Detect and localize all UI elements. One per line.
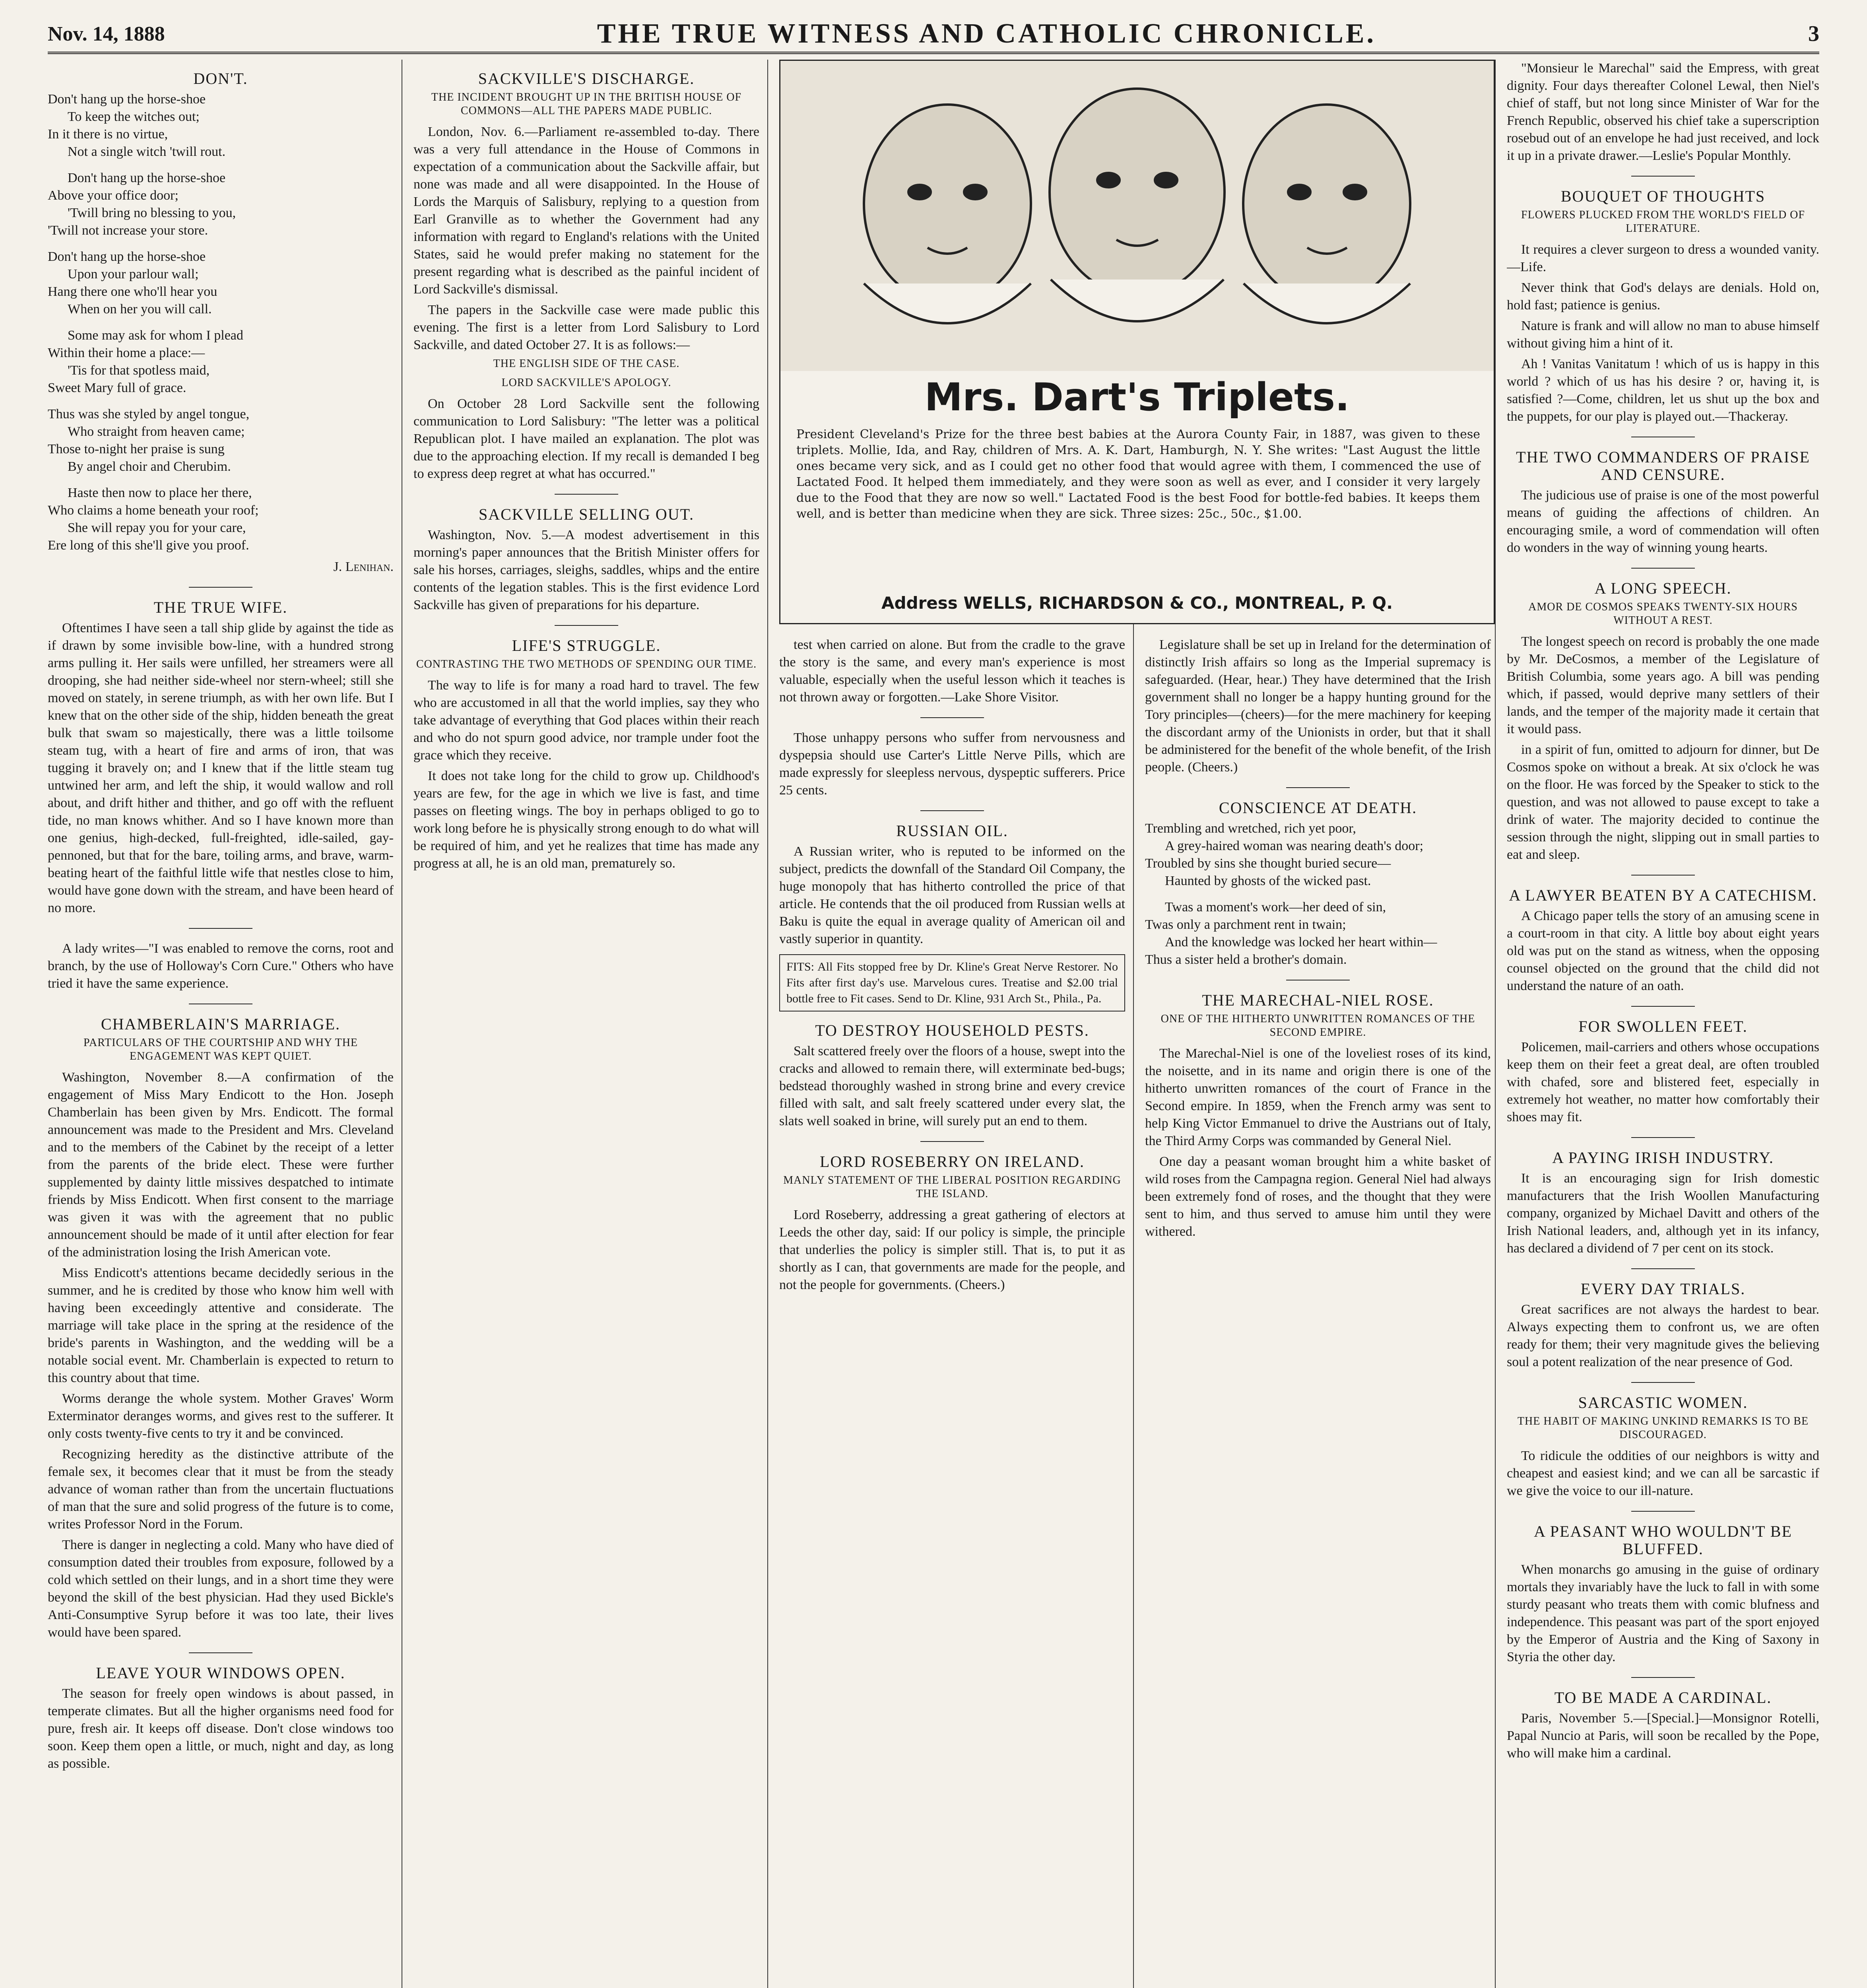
- stanza-gap: [1145, 890, 1491, 899]
- poem-line: Don't hang up the horse-shoe: [68, 171, 226, 185]
- advert-body: President Cleveland's Prize for the three best babies at the Aurora County Fair, in 1887, was given to these triplets. Mollie, Ida, and Ray, children of Mrs. A. K. Dart, Hamburgh, N. Y. She writes: "Last August the little ones became very sick, and as I could get no other food that would agree with them, I commenced the use of Lactated Food. It helped them immediately, and they were soon as well as ever, and I consider it very largely due to the Food that they are now so well." Lactated Food is the best Food for bottle-fed babies. It keeps them well, and is better than medicine when they are sick. Three sizes: 25c., 50c., $1.00.: [796, 427, 1480, 521]
- poem-line: Don't hang up the horse-shoe: [48, 92, 206, 107]
- poem-line: Some may ask for whom I plead: [68, 328, 243, 343]
- poem-body: [1145, 820, 1491, 969]
- article-subtitle: THE HABIT OF MAKING UNKIND REMARKS IS TO BE DISCOURAGED.: [1517, 1415, 1809, 1441]
- poem-line: Not a single witch 'twill rout.: [68, 144, 226, 159]
- advert-paragraph: Those unhappy persons who suffer from nervousness and dyspepsia should use Carter's Little Nerve Pills, which are made expressly for sleepless nervous, dyspeptic sufferers. Price 25 cents.: [779, 730, 1125, 798]
- article-paragraph: The papers in the Sackville case were made public this evening. The first is a letter from Lord Salisbury to Lord Sackville, and dated October 27. It is as follows:—: [413, 303, 759, 352]
- article-paragraph: On October 28 Lord Sackville sent the following communication to Lord Salisbury: "The letter was a political Republican plot. I have mailed an explanation. The plot was due to the approaching election. If my recall is demanded I beg to express deep regret at what has occurred.": [413, 396, 759, 481]
- article-title: THE TWO COMMANDERS OF PRAISE AND CENSURE.: [1516, 448, 1810, 483]
- divider: [1631, 1511, 1695, 1512]
- article-paragraph: "Monsieur le Marechal" said the Empress, with great dignity. Four days thereafter Colonel Lewal, then Niel's chief of staff, but not long since Minister of War for the French Republic, observed his chief take a superscription rosebud out of an envelope he had just received, and lock it up in a private drawer.—Leslie's Popular Monthly.: [1507, 61, 1819, 163]
- article-paragraph: in a spirit of fun, omitted to adjourn for dinner, but De Cosmos spoke on without a break. At six o'clock he was on the floor. He was forced by the Speaker to stick to the question, and was not allowed to pause except to take a drink of water. The majority decided to continue the session through the night, slipping out in small parties to eat and sleep.: [1507, 742, 1819, 862]
- column-5: [1507, 60, 1819, 1988]
- article-title: BOUQUET OF THOUGHTS: [1560, 187, 1766, 205]
- article-subtitle: CONTRASTING THE TWO METHODS OF SPENDING OUR TIME.: [416, 658, 757, 670]
- article-title: TO DESTROY HOUSEHOLD PESTS.: [815, 1021, 1089, 1039]
- article-subtitle: MANLY STATEMENT OF THE LIBERAL POSITION REGARDING THE ISLAND.: [783, 1174, 1121, 1200]
- column-2: [413, 60, 759, 1988]
- article-paragraph: Nature is frank and will allow no man to abuse himself without giving him a hint of it.: [1507, 318, 1819, 351]
- divider: [189, 587, 252, 588]
- article-paragraph: test when carried on alone. But from the cradle to the grave the story is the same, and every man's experience is most valuable, especially when the useful lesson which it teaches is not thrown away or forgotten.—Lake Shore Visitor.: [779, 637, 1125, 705]
- divider: [1286, 787, 1350, 788]
- poem-line: Within their home a place:—: [48, 346, 205, 360]
- article-paragraph: The judicious use of praise is one of the most powerful means of guiding the affections of children. An encouraging smile, a word of commendation will often do wonders in the way of winning young hearts.: [1507, 488, 1819, 555]
- triplets-advertisement: [779, 60, 1495, 624]
- divider: [1631, 1268, 1695, 1269]
- article-subtitle: AMOR DE COSMOS SPEAKS TWENTY-SIX HOURS WITHOUT A REST.: [1528, 601, 1798, 627]
- article-paragraph: Oftentimes I have seen a tall ship glide by against the tide as if drawn by some invisible bow-line, with a hundred strong arms pulling it. Her sails were unfilled, her streamers were all drooping, she had neither side-wheel nor stern-wheel; still she moved on stately, in serene triumph, as with her own life. But I knew that on the other side of the ship, hidden beneath the great bulk that swam so majestically, there was a little toilsome steam tug, with a heart of fire and arms of iron, that was tugging it bravely on; and I knew that if the little steam tug untwined her arm, and left the ship, it would wallow and roll about, and drift hither and thither, and go off with the refluent tide, no man knows whither. And so I have known more than one genius, high-decked, full-freighted, idle-sailed, gay-pennoned, but that for the bare, toiling arms, and brave, warm-beating heart of the faithful little wife that nestles close to him, would have gone down with the stream, and have been heard of no more.: [48, 621, 394, 915]
- article-subhead: LORD SACKVILLE'S APOLOGY.: [501, 377, 671, 389]
- article-paragraph: Recognizing heredity as the distinctive attribute of the female sex, it becomes clear that it must be from the steady advance of woman rather than from the uncertain fluctuations of man that the sure and solid progress of the future is to come, writes Professor Nord in the Forum.: [48, 1447, 394, 1532]
- stanza-gap: [48, 476, 394, 484]
- divider: [1631, 875, 1695, 876]
- divider: [1631, 1006, 1695, 1007]
- article-paragraph: Ah ! Vanitas Vanitatum ! which of us is happy in this world ? which of us has his desire ? or, having it, is satisfied ?—Come, children, let us shut up the box and the puppets, for our play is played out.—Thackeray.: [1507, 357, 1819, 424]
- article-paragraph: Great sacrifices are not always the hardest to bear. Always expecting them to confront us, we are often ready for them; their very magnitude gives the believing soul a potent realization of the near presence of God.: [1507, 1302, 1819, 1369]
- stanza-gap: [48, 239, 394, 248]
- article-paragraph: One day a peasant woman brought him a white basket of wild roses from the Campagna region. General Niel had always been extremely fond of roses, and the thought that they were sent to him, and thus served to amuse him until they were withered.: [1145, 1154, 1491, 1239]
- article-subtitle: FLOWERS PLUCKED FROM THE WORLD'S FIELD OF LITERATURE.: [1521, 209, 1805, 235]
- article-paragraph: It does not take long for the child to grow up. Childhood's years are few, for the age in which we live is fast, and time passes on fleeting wings. The boy in perhaps obliged to go to work long before he is physically strong enough to do what will be required of him, and yet he realizes that time has made any progress at all, he is an old man, prematurely so.: [413, 769, 759, 871]
- article-title: SARCASTIC WOMEN.: [1578, 1394, 1748, 1411]
- stanza-gap: [48, 161, 394, 169]
- poem-line: By angel choir and Cherubim.: [68, 459, 231, 474]
- poem-line: Ere long of this she'll give you proof.: [48, 538, 249, 553]
- stanza-gap: [48, 397, 394, 406]
- divider: [189, 1652, 252, 1653]
- divider: [920, 1141, 984, 1142]
- article-subhead: THE ENGLISH SIDE OF THE CASE.: [493, 357, 680, 370]
- masthead: [48, 16, 1819, 54]
- divider: [1631, 568, 1695, 569]
- poem-line: Sweet Mary full of grace.: [48, 381, 186, 395]
- poem-line: Hang there one who'll hear you: [48, 284, 217, 299]
- article-paragraph: The season for freely open windows is about passed, in temperate climates. But all the higher organisms need food for pure, fresh air. It keeps off disease. Don't close windows too soon. Keep them open a little, or much, night and day, as long as possible.: [48, 1686, 394, 1771]
- divider: [555, 625, 618, 626]
- poem-line: Above your office door;: [48, 188, 179, 203]
- divider: [189, 928, 252, 929]
- poem-signature: J. Lenihan.: [333, 559, 394, 574]
- article-paragraph: The Marechal-Niel is one of the loveliest roses of its kind, the noisette, and in its name and origin there is one of the hitherto unwritten romances of the court of France in the Second empire. In 1859, when the French army was sent to help King Victor Emmanuel to drive the Austrians out of Italy, the Third Army Corps was commanded by General Niel.: [1145, 1046, 1491, 1148]
- poem-line: Who claims a home beneath your roof;: [48, 503, 259, 518]
- article-paragraph: A Russian writer, who is reputed to be informed on the subject, predicts the downfall of the Standard Oil Company, the huge monopoly that has hitherto controlled the price of that article. He contends that the oil produced from Russian wells at Baku is quite the equal in average quality of American oil and vastly superior in quantity.: [779, 844, 1125, 946]
- article-title: RUSSIAN OIL.: [896, 822, 1008, 840]
- stanza-gap: [48, 318, 394, 327]
- article-paragraph: Policemen, mail-carriers and others whose occupations keep them on their feet a great deal, are often troubled with chafed, sore and blistered feet, especially in extremely hot weather, no matter how comfortably their shoes may fit.: [1507, 1040, 1819, 1124]
- poem-line: She will repay you for your care,: [68, 520, 246, 535]
- article-title: CHAMBERLAIN'S MARRIAGE.: [101, 1015, 341, 1033]
- poem-line: Twas only a parchment rent in twain;: [1145, 917, 1346, 932]
- article-title: A PAYING IRISH INDUSTRY.: [1552, 1149, 1774, 1167]
- baby-portrait-left: [864, 105, 1031, 323]
- triplets-illustration: [780, 61, 1494, 371]
- article-title: A PEASANT WHO WOULDN'T BE BLUFFED.: [1534, 1522, 1792, 1558]
- page-number: 3: [1808, 21, 1819, 46]
- poem-line: Haunted by ghosts of the wicked past.: [1165, 874, 1371, 888]
- poem-title: CONSCIENCE AT DEATH.: [1219, 799, 1417, 817]
- article-paragraph: Washington, November 8.—A confirmation of the engagement of Miss Mary Endicott to the Hon. Joseph Chamberlain has been given by Mrs. Endicott. The formal announcement was made to the President and Mrs. Cleveland and to the members of the Cabinet by the receipt of a letter from the parents of the bride elect. These were further supplemented by dainty little missives despatched to intimate friends by Miss Endicott. When first consent to the marriage was given it was with the agreement that no public announcement should be made of it until after election for fear of the administration losing the Irish American vote.: [48, 1070, 394, 1260]
- poem-title: DON'T.: [193, 70, 248, 87]
- article-subtitle: PARTICULARS OF THE COURTSHIP AND WHY THE ENGAGEMENT WAS KEPT QUIET.: [83, 1037, 358, 1062]
- article-title: THE MARECHAL-NIEL ROSE.: [1202, 991, 1434, 1009]
- poem-line: Twas a moment's work—her deed of sin,: [1165, 900, 1386, 914]
- divider: [1631, 1137, 1695, 1138]
- column-1: [48, 60, 394, 1988]
- article-title: SACKVILLE SELLING OUT.: [478, 505, 695, 523]
- divider: [555, 494, 618, 495]
- article-paragraph: Lord Roseberry, addressing a great gathering of electors at Leeds the other day, said: If our policy is simple, the principle that underlies the policy is simpler still. That is, to put it as shortly as I can, that governments are made for the people, and not the people for governments. (Cheers.): [779, 1208, 1125, 1292]
- article-paragraph: A Chicago paper tells the story of an amusing scene in a court-room in that city. A little boy about eight years old was put on the stand as witness, when the opposing counsel objected on the ground that the child did not understand the nature of an oath.: [1507, 909, 1819, 993]
- advert-title: Mrs. Dart's Triplets.: [924, 375, 1350, 419]
- poem-line: Those to-night her praise is sung: [48, 442, 225, 456]
- divider: [1631, 1382, 1695, 1383]
- poem-line: A grey-haired woman was nearing death's door;: [1165, 839, 1424, 853]
- poem-line: 'Twill bring no blessing to you,: [68, 206, 236, 220]
- poem-line: Thus was she styled by angel tongue,: [48, 407, 250, 421]
- article-paragraph: There is danger in neglecting a cold. Many who have died of consumption dated their troubles from exposure, followed by a cold which settled on their lungs, and in a short time they were beyond the skill of the best physician. Had they used Bickle's Anti-Consumptive Syrup before it was too late, their lives would have been spared.: [48, 1538, 394, 1640]
- article-paragraph: Worms derange the whole system. Mother Graves' Worm Exterminator deranges worms, and gives rest to the sufferer. It only costs twenty-five cents to try it and be convinced.: [48, 1391, 394, 1441]
- article-title: FOR SWOLLEN FEET.: [1578, 1017, 1748, 1035]
- article-paragraph: Paris, November 5.—[Special.]—Monsignor Rotelli, Papal Nuncio at Paris, will soon be recalled by the Pope, who will make him a cardinal.: [1507, 1711, 1819, 1761]
- article-paragraph: It is an encouraging sign for Irish domestic manufacturers that the Irish Woollen Manufacturing company, organized by Michael Davitt and others of the Irish National leaders, and, although yet in its infancy, has declared a dividend of 7 per cent on its stock.: [1507, 1171, 1819, 1256]
- article-title: A LAWYER BEATEN BY A CATECHISM.: [1509, 886, 1817, 904]
- article-title: LIFE'S STRUGGLE.: [512, 637, 661, 654]
- divider: [1631, 1677, 1695, 1678]
- article-title: SACKVILLE'S DISCHARGE.: [478, 70, 695, 87]
- divider: [920, 810, 984, 811]
- article-paragraph: Miss Endicott's attentions became decidedly serious in the summer, and he is credited by those who know him well with having been exceedingly attentive and considerate. The marriage will take place in the spring at the residence of the bride's parents in Washington, and the wedding will be a notable social event. Mr. Chamberlain is expected to return to this country about that time.: [48, 1266, 394, 1385]
- poem-line: Haste then now to place her there,: [68, 485, 252, 500]
- article-title: TO BE MADE A CARDINAL.: [1554, 1689, 1772, 1706]
- divider: [920, 717, 984, 718]
- column-rule: [767, 60, 768, 1988]
- baby-portrait-center: [1050, 89, 1225, 321]
- newspaper-title: THE TRUE WITNESS AND CATHOLIC CHRONICLE.: [597, 18, 1376, 49]
- column-4: [1145, 636, 1491, 1988]
- article-paragraph: Legislature shall be set up in Ireland for the determination of distinctly Irish affairs so long as the Imperial supremacy is safeguarded. (Hear, hear.) They have determined that the Irish government shall no longer be a happy hunting ground for the Tory principles—(cheers)—for the mere machinery for keeping the discordant army of the Unionists in order, but that it shall be administered for the benefit of the whole benefit, of the Irish people. (Cheers.): [1145, 637, 1491, 775]
- poem-line: 'Tis for that spotless maid,: [68, 363, 210, 378]
- article-paragraph: It requires a clever surgeon to dress a wounded vanity.—Life.: [1507, 242, 1819, 274]
- poem-line: To keep the witches out;: [68, 109, 200, 124]
- article-paragraph: Salt scattered freely over the floors of a house, swept into the cracks and allowed to remain there, will exterminate bed-bugs; bedstead thoroughly washed in strong brine and every crevice filled with salt, and salt freely scattered under every slat, the slats well soaked in brine, will surely put an end to them.: [779, 1044, 1125, 1128]
- column-3: [779, 636, 1125, 1988]
- article-title: A LONG SPEECH.: [1594, 579, 1732, 597]
- poem-line: When on her you will call.: [68, 302, 212, 316]
- poem-line: Troubled by sins she thought buried secure—: [1145, 856, 1391, 871]
- poem-line: Upon your parlour wall;: [68, 267, 199, 282]
- baby-portrait-right: [1243, 105, 1410, 323]
- poem-line: And the knowledge was locked her heart within—: [1165, 935, 1437, 949]
- issue-date: Nov. 14, 1888: [48, 22, 165, 45]
- article-subtitle: ONE OF THE HITHERTO UNWRITTEN ROMANCES OF THE SECOND EMPIRE.: [1161, 1013, 1475, 1039]
- divider: [1631, 176, 1695, 177]
- article-paragraph: London, Nov. 6.—Parliament re-assembled to-day. There was a very full attendance in the House of Commons in expectation of a communication about the Sackville affair, but none was made and all were disappointed. In the House of Lords the Marquis of Salisbury, replying to a question from Earl Granville as to whether the Government had any information with regard to England's relations with the United States, said he would prefer making no statement for the present regarding what is described as the painful incident of Lord Sackville's dismissal.: [413, 124, 759, 297]
- poem-line: Thus a sister held a brother's domain.: [1145, 952, 1347, 967]
- article-subtitle: THE INCIDENT BROUGHT UP IN THE BRITISH HOUSE OF COMMONS—ALL THE PAPERS MADE PUBLIC.: [431, 91, 742, 117]
- article-paragraph: Never think that God's delays are denials. Hold on, hold fast; patience is genius.: [1507, 280, 1819, 313]
- article-paragraph: The way to life is for many a road hard to travel. The few who are accustomed in all that the world implies, say they who take advantage of everything that God places within their reach and who do not spurn good advice, nor trample under foot the grace which they receive.: [413, 678, 759, 763]
- poem-line: Trembling and wretched, rich yet poor,: [1145, 821, 1356, 836]
- poem-line: Who straight from heaven came;: [68, 424, 245, 439]
- poem-line: In it there is no virtue,: [48, 127, 168, 142]
- article-title: LORD ROSEBERRY ON IRELAND.: [819, 1153, 1085, 1171]
- article-paragraph: When monarchs go amusing in the guise of ordinary mortals they invariably have the luck to fall in with some sturdy peasant who treats them with comic blufness and independence. This peasant was part of the sport enjoyed by the Emperor of Austria and the King of Saxony in Styria the other day.: [1507, 1562, 1819, 1664]
- advert-address: Address WELLS, RICHARDSON & CO., MONTREAL, P. Q.: [881, 593, 1393, 613]
- poem-line: 'Twill not increase your store.: [48, 223, 208, 238]
- article-title: EVERY DAY TRIALS.: [1580, 1280, 1746, 1298]
- poem-line: Don't hang up the horse-shoe: [48, 249, 206, 264]
- article-paragraph: To ridicule the oddities of our neighbors is witty and cheapest and easiest kind; and we can all be sarcastic if we give the voice to our ill-nature.: [1507, 1448, 1819, 1498]
- article-title: LEAVE YOUR WINDOWS OPEN.: [96, 1664, 345, 1682]
- article-title: THE TRUE WIFE.: [153, 598, 288, 616]
- article-paragraph: The longest speech on record is probably the one made by Mr. DeCosmos, a member of the Legislature of British Columbia, some years ago. A bill was pending which, if passed, would deprive many settlers of their lands, and the temper of the majority made it certain that it would pass.: [1507, 634, 1819, 736]
- fits-advertisement: FITS: All Fits stopped free by Dr. Kline's Great Nerve Restorer. No Fits after first day's use. Marvelous cures. Treatise and $2.00 trial bottle free to Fit cases. Send to Dr. Kline, 931 Arch St., Phila., Pa.: [779, 954, 1125, 1011]
- article-paragraph: Washington, Nov. 5.—A modest advertisement in this morning's paper announces that the British Minister offers for sale his horses, carriages, sleighs, saddles, whips and the entire contents of the legation stables. This is the first evidence Lord Sackville has given of preparations for his departure.: [413, 528, 759, 612]
- advert-paragraph: A lady writes—"I was enabled to remove the corns, root and branch, by the use of Holloway's Corn Cure." Others who have tried it have the same experience.: [48, 941, 394, 991]
- column-rule: [1495, 60, 1496, 1988]
- poem-body: [48, 91, 394, 554]
